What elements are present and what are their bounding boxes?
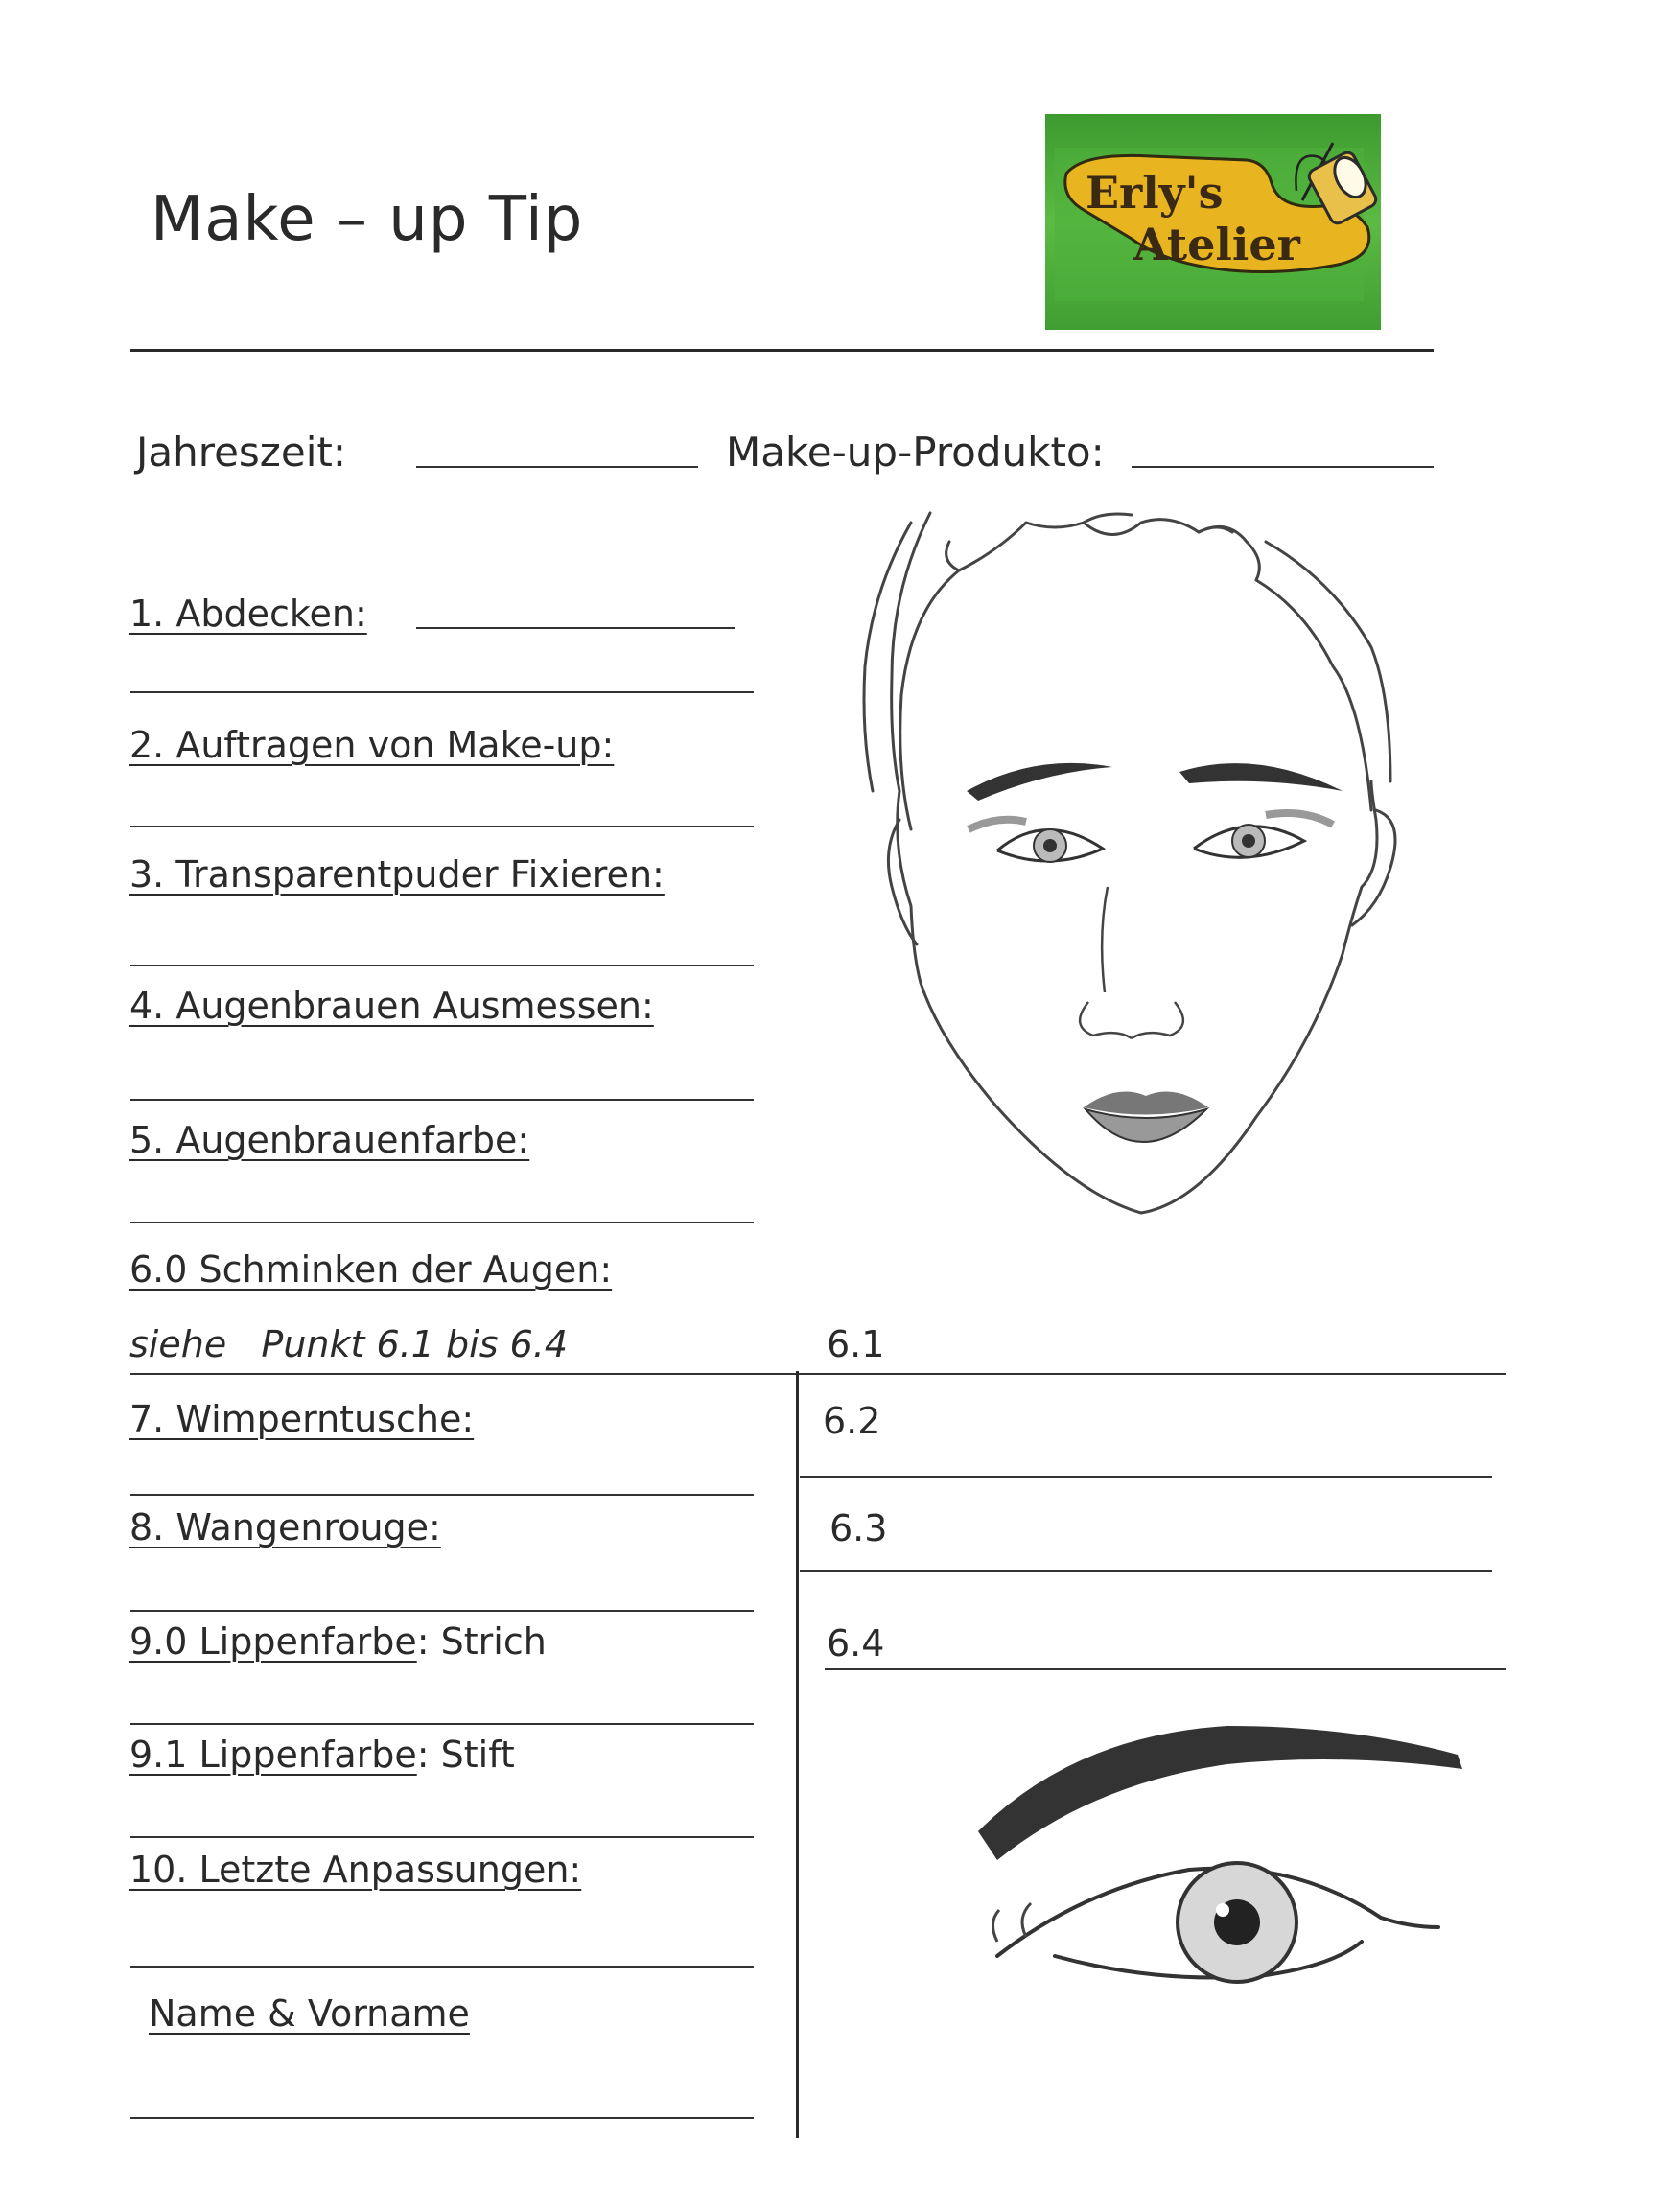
name-line[interactable]: [130, 2117, 754, 2119]
products-label: Make-up-Produkto:: [726, 429, 1105, 476]
step-9-0-label: 9.0 Lippenfarbe: [129, 1620, 417, 1663]
eye-point-6-3: 6.3: [829, 1507, 888, 1549]
step-9-0-suffix: : Strich: [416, 1620, 547, 1663]
column-divider: [796, 1371, 799, 2138]
eye-point-6-4: 6.4: [827, 1622, 885, 1665]
step-10-label: 10. Letzte Anpassungen:: [129, 1849, 582, 1891]
step-9-1-suffix: : Stift: [416, 1734, 515, 1776]
step-9-1-label: 9.1 Lippenfarbe: [129, 1734, 417, 1776]
step-9-0-row: [129, 1620, 547, 1663]
step-9-0-line[interactable]: [130, 1723, 754, 1725]
step-8-line[interactable]: [130, 1610, 754, 1612]
logo-text-line2: Atelier: [1133, 219, 1300, 270]
step-2-line[interactable]: [130, 826, 754, 827]
step-3-label: 3. Transparentpuder Fixieren:: [129, 853, 665, 896]
eye-point-6-4-line[interactable]: [825, 1668, 1506, 1670]
step-4-line[interactable]: [130, 1099, 754, 1101]
step-7-label: 7. Wimperntusche:: [129, 1398, 475, 1440]
step-3-line[interactable]: [130, 965, 754, 966]
season-line[interactable]: [416, 466, 698, 468]
step-4-label: 4. Augenbrauen Ausmessen:: [129, 985, 654, 1027]
eye-point-6-3-line[interactable]: [800, 1570, 1492, 1572]
eye-point-6-2: 6.2: [823, 1400, 881, 1442]
logo-text-line1: Erly's: [1086, 167, 1224, 219]
products-line[interactable]: [1132, 466, 1434, 468]
eye-closeup-illustration: [940, 1697, 1515, 2061]
step-10-line[interactable]: [130, 1966, 754, 1968]
step-8-label: 8. Wangenrouge:: [129, 1506, 441, 1548]
step-1-line[interactable]: [130, 691, 754, 693]
eye-point-6-2-line[interactable]: [800, 1476, 1492, 1478]
section-divider-line: [130, 1373, 1506, 1375]
eye-point-6-1: 6.1: [827, 1323, 885, 1365]
step-2-label: 2. Auftragen von Make-up:: [129, 724, 615, 766]
step-6-label: 6.0 Schminken der Augen:: [129, 1248, 613, 1291]
step-6-note: siehe Punkt 6.1 bis 6.4: [129, 1323, 569, 1365]
step-5-label: 5. Augenbrauenfarbe:: [129, 1119, 530, 1161]
header-divider: [130, 349, 1434, 352]
step-7-line[interactable]: [130, 1494, 754, 1496]
page-title: Make – up Tip: [151, 184, 584, 255]
step-9-1-line[interactable]: [130, 1836, 754, 1838]
step-1-inline-line[interactable]: [416, 627, 735, 629]
season-label: Jahreszeit:: [136, 429, 346, 476]
name-label: Name & Vorname: [149, 1992, 470, 2035]
brand-logo: [1045, 114, 1381, 330]
step-5-line[interactable]: [130, 1222, 754, 1223]
face-chart-illustration: [853, 503, 1506, 1280]
step-9-1-row: [129, 1734, 515, 1776]
step-1-label: 1. Abdecken:: [129, 593, 367, 635]
